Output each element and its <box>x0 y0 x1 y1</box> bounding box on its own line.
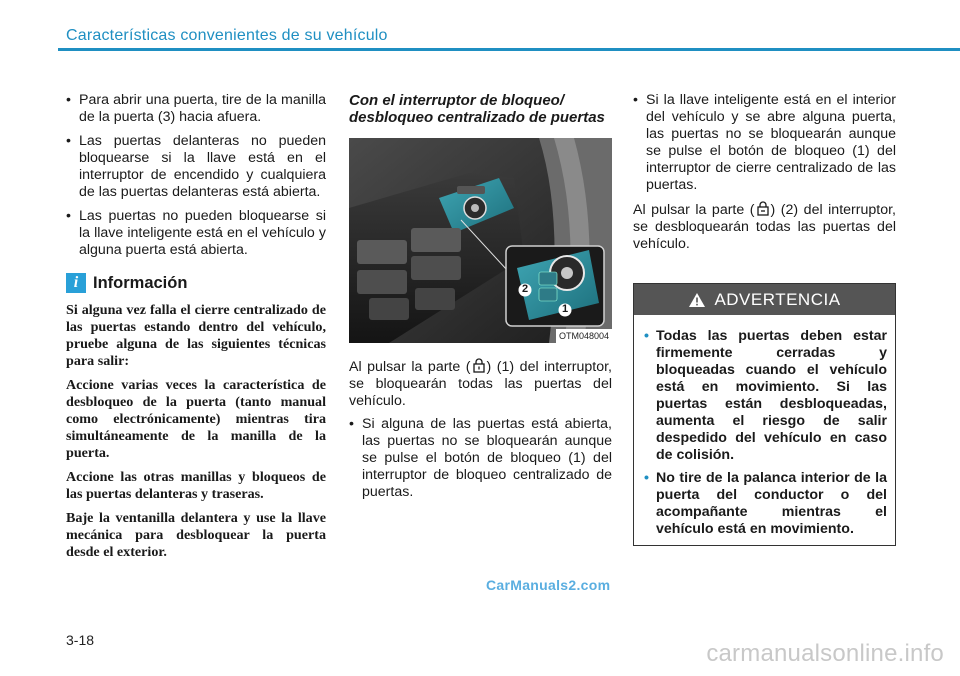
list-item: • Las puertas delanteras no pueden bloquearse si la llave está en el interruptor de encendido y cualquiera de las puertas delanteras está abierta. <box>66 133 326 201</box>
list-item: • Todas las puertas deben estar firmemente cerradas y bloqueadas cuando el vehículo está en movimiento. Si las puertas están desbloqueadas, aumenta el riesgo de salir despedido del vehículo en caso de colisión. <box>644 328 887 464</box>
lock-paragraph <box>349 358 612 410</box>
info-paragraph: Accione varias veces la característica de desbloqueo de la puerta (tanto manual como electrónicamente) mientras tira simultáneamente de la manilla de la puerta. <box>66 377 326 461</box>
bullet-list <box>349 416 612 501</box>
watermark-link[interactable]: CarManuals2.com <box>486 577 611 593</box>
column-middle <box>349 92 612 508</box>
unlock-icon <box>757 201 769 216</box>
header-rule <box>58 48 960 51</box>
door-switch-photo <box>349 138 612 343</box>
lock-icon <box>473 358 485 373</box>
info-title: Información <box>93 273 188 292</box>
bullet-list <box>633 92 896 194</box>
warning-header <box>634 284 895 315</box>
warning-box <box>633 283 896 546</box>
unlock-paragraph-start: Al pulsar la parte ( <box>633 202 755 218</box>
column-right <box>633 92 896 259</box>
lock-paragraph-start: Al pulsar la parte ( <box>349 359 471 375</box>
section-title: Características convenientes de su vehículo <box>66 27 388 44</box>
list-item: • Si alguna de las puertas está abierta, las puertas no se bloquearán aunque se pulse el botón de bloqueo (1) del interruptor de bloqueo centralizado de puertas. <box>349 416 612 501</box>
unlock-paragraph <box>633 201 896 253</box>
door-panel-illustration <box>349 138 612 343</box>
info-paragraph: Accione las otras manillas y bloqueos de las puertas delanteras y traseras. <box>66 469 326 502</box>
photo-code: OTM048004 <box>556 329 612 343</box>
bullet-list <box>66 92 326 259</box>
page-number: 3-18 <box>66 632 95 648</box>
footer-watermark: carmanualsonline.info <box>706 640 944 667</box>
callout-2-label: 2 <box>522 283 529 295</box>
list-item: • Para abrir una puerta, tire de la manilla de la puerta (3) hacia afuera. <box>66 92 326 126</box>
info-icon: i <box>66 273 86 293</box>
info-paragraph: Si alguna vez falla el cierre centralizado de las puertas estando dentro del vehículo, pruebe alguna de las siguientes técnicas para salir: <box>66 302 326 369</box>
list-item: • Las puertas no pueden bloquearse si la llave inteligente está en el vehículo y alguna puerta está abierta. <box>66 208 326 259</box>
info-heading <box>66 273 326 293</box>
column-left <box>66 92 326 568</box>
info-paragraph: Baje la ventanilla delantera y use la llave mecánica para desbloquear la puerta desde el exterior. <box>66 510 326 560</box>
warning-triangle-icon <box>688 292 706 308</box>
warning-title: ADVERTENCIA <box>714 289 841 309</box>
callout-1-label: 1 <box>562 303 569 315</box>
list-item: • Si la llave inteligente está en el interior del vehículo y se abre alguna puerta, las puertas no se bloquearán aunque se pulse el botón de bloqueo (1) del interruptor de cierre centralizado de las puertas. <box>633 92 896 194</box>
subsection-title: Con el interruptor de bloqueo/ desbloqueo centralizado de puertas <box>349 92 605 126</box>
warning-list <box>634 315 895 538</box>
list-item: • No tire de la palanca interior de la puerta del conductor o del acompañante mientras el vehículo está en movimiento. <box>644 470 887 538</box>
lock-paragraph-end: ) (1) del interruptor, se bloquearán todas las puertas del vehículo. <box>349 359 612 409</box>
unlock-paragraph-end: ) (2) del interruptor, se desbloquearán todas las puertas del vehículo. <box>633 202 896 252</box>
